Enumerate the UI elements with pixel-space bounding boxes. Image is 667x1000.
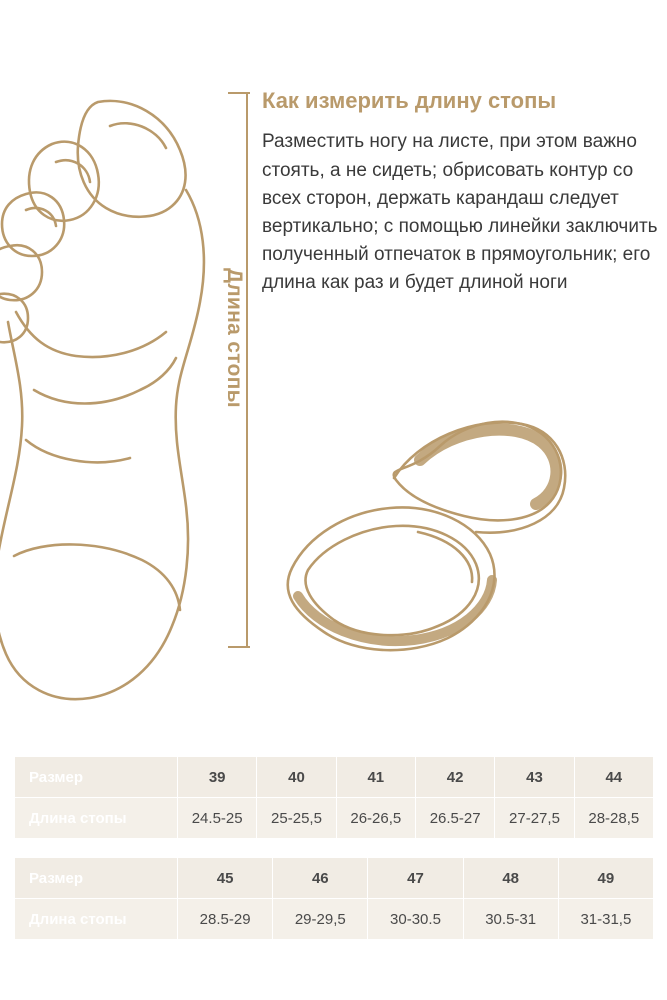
- size-cell: 45: [178, 858, 273, 899]
- measure-label: Длина стопы: [223, 268, 246, 408]
- length-cell: 29-29,5: [273, 899, 368, 940]
- length-cell: 28.5-29: [178, 899, 273, 940]
- foot-outline-illustration: [0, 70, 240, 720]
- length-cell: 30-30.5: [368, 899, 463, 940]
- size-table-1: [14, 756, 654, 839]
- size-cell: 47: [368, 858, 463, 899]
- table-row: [15, 798, 654, 839]
- size-tables: [14, 756, 654, 940]
- shoe-sole-illustration: [268, 400, 588, 700]
- instruction-body: Разместить ногу на листе, при этом важно стоять, а не сидеть; обрисовать контур со всех сторон, держать карандаш следует вертикально; с помощью линейки заключить полученный отпечаток в прямоугольник; его длина как раз и будет длиной ноги: [262, 131, 658, 293]
- size-cell: 46: [273, 858, 368, 899]
- size-cell: 49: [558, 858, 653, 899]
- length-cell: 30.5-31: [463, 899, 558, 940]
- length-cell: 26-26,5: [336, 798, 415, 839]
- bracket-line: [246, 92, 248, 648]
- size-cell: 41: [336, 757, 415, 798]
- row-header-length: Длина стопы: [15, 899, 178, 940]
- table-row: [15, 899, 654, 940]
- size-table-2: [14, 857, 654, 940]
- length-cell: 28-28,5: [574, 798, 653, 839]
- instruction-block: [262, 88, 658, 297]
- table-row: [15, 757, 654, 798]
- size-cell: 40: [257, 757, 336, 798]
- size-cell: 39: [178, 757, 257, 798]
- size-cell: 42: [415, 757, 494, 798]
- table-row: [15, 858, 654, 899]
- size-cell: 43: [495, 757, 574, 798]
- length-cell: 25-25,5: [257, 798, 336, 839]
- length-cell: 27-27,5: [495, 798, 574, 839]
- row-header-length: Длина стопы: [15, 798, 178, 839]
- row-header-size: Размер: [15, 858, 178, 899]
- size-cell: 48: [463, 858, 558, 899]
- instruction-title: Как измерить длину стопы: [262, 88, 557, 113]
- bracket-tick-bottom: [228, 646, 250, 648]
- length-cell: 31-31,5: [558, 899, 653, 940]
- size-cell: 44: [574, 757, 653, 798]
- length-cell: 24.5-25: [178, 798, 257, 839]
- row-header-size: Размер: [15, 757, 178, 798]
- length-cell: 26.5-27: [415, 798, 494, 839]
